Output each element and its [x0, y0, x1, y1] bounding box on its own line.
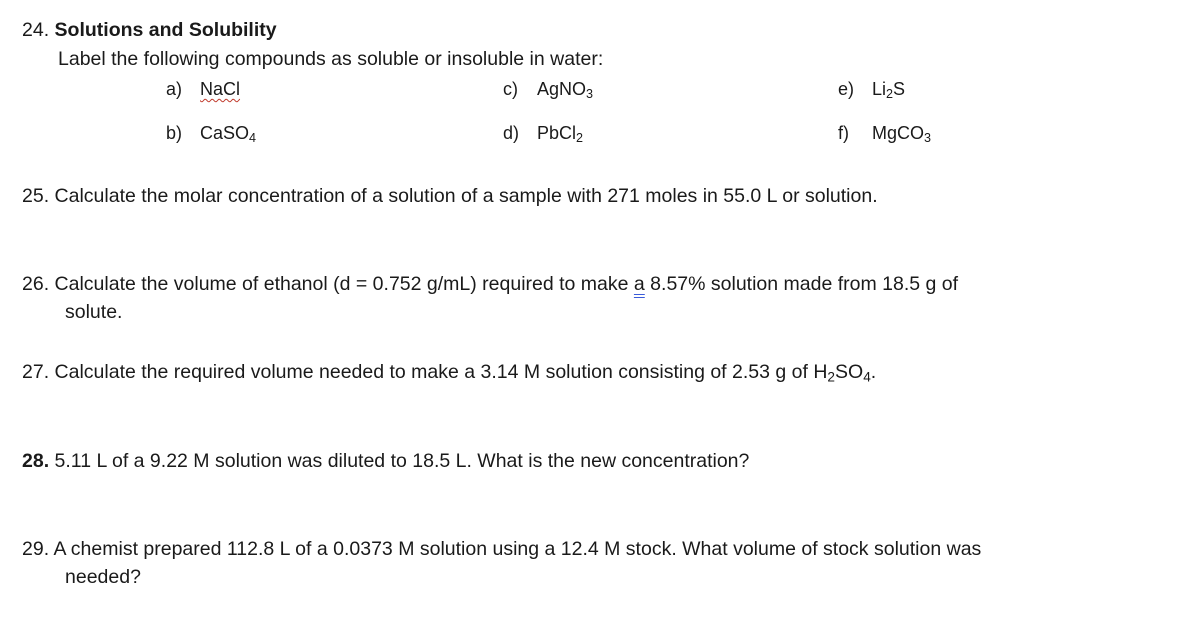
option-letter: f) [838, 123, 849, 143]
compound-formula: AgNO$_3$ [537, 79, 594, 102]
question-29-continuation: needed? [65, 566, 141, 588]
option-letter: c) [503, 79, 518, 99]
option-letter: b) [166, 123, 183, 143]
question-text: Calculate the molar concentration of a solution of a sample with 271 moles in 55.0 L or solution. [54, 185, 878, 207]
question-text: A chemist prepared 112.8 L of a 0.0373 M solution using a 12.4 M stock. What volume of stock solution was [53, 538, 982, 560]
question-26-continuation: solute. [65, 301, 123, 323]
underlined-word: a [633, 273, 645, 295]
option-letter: e) [838, 79, 855, 99]
question-text: Calculate the volume of ethanol (d = 0.752 g/mL) required to make a 8.57% solution made from 18.5 g of [54, 273, 959, 295]
option-e [838, 77, 905, 101]
compound-formula: NaCl [200, 79, 241, 99]
question-24-instruction: Label the following compounds as soluble or insoluble in water: [58, 48, 604, 70]
option-b [166, 121, 256, 145]
compound-formula: PbCl$_2$ [537, 123, 584, 146]
question-number: 29. [22, 538, 50, 560]
option-d [503, 121, 583, 145]
option-a [166, 77, 240, 101]
option-letter: a) [166, 79, 183, 99]
question-text: 5.11 L of a 9.22 M solution was diluted to 18.5 L. What is the new concentration? [54, 450, 750, 472]
question-number: 27. [22, 361, 50, 383]
question-27 [22, 360, 876, 384]
question-number: 25. [22, 185, 50, 207]
option-letter: d) [503, 123, 520, 143]
question-number: 26. [22, 273, 50, 295]
question-number: 24. [22, 19, 50, 41]
option-c [503, 77, 593, 101]
compound-formula: $Li_2S$ [872, 79, 906, 102]
compound-formula: MgCO$_3$ [872, 123, 932, 146]
compound-formula: CaSO$_4$ [200, 123, 257, 146]
section-title: Solutions and Solubility [54, 19, 277, 41]
question-29 [22, 537, 981, 561]
question-26 [22, 272, 958, 296]
option-f [838, 121, 931, 145]
question-text: Calculate the required volume needed to make a 3.14 M solution consisting of 2.53 g of $H_2SO_4$. [54, 361, 877, 385]
question-28 [22, 449, 749, 473]
question-25 [22, 184, 878, 208]
question-number: 28. [22, 450, 50, 472]
question-24-heading [22, 18, 277, 42]
